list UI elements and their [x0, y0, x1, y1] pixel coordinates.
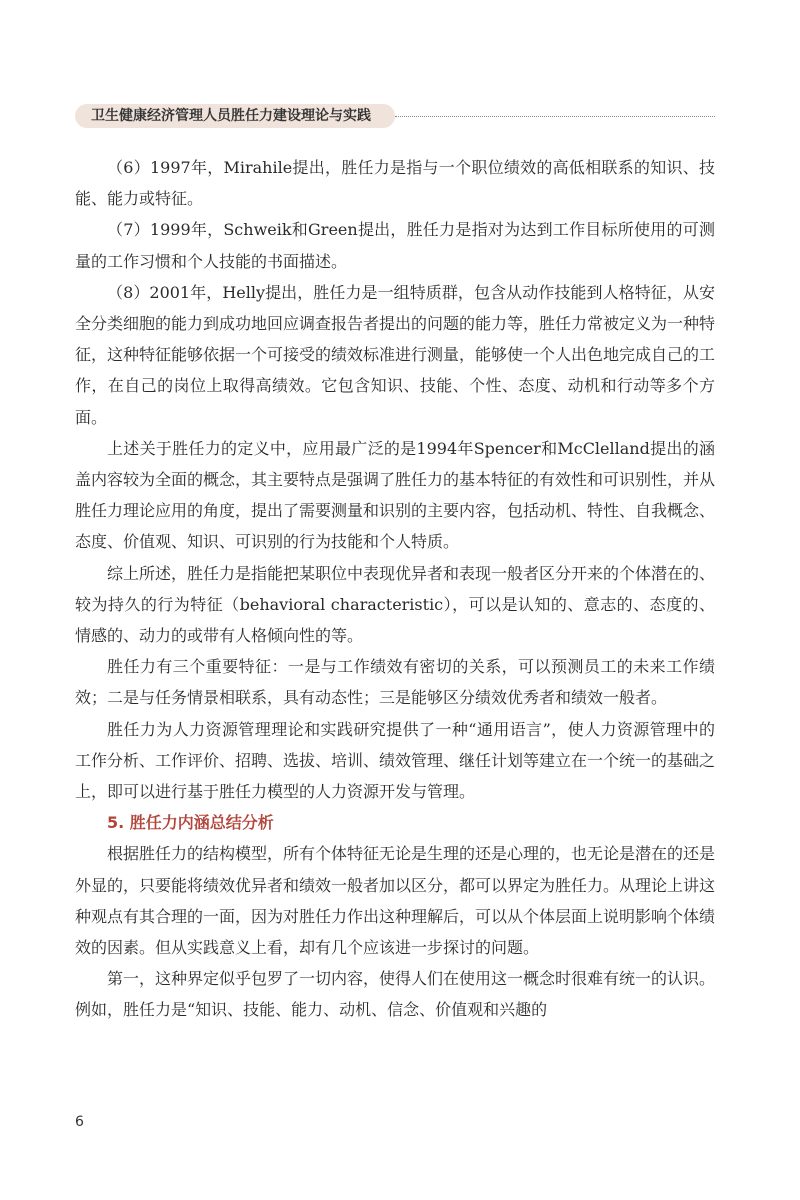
paragraph: （8）2001年，Helly提出，胜任力是一组特质群，包含从动作技能到人格特征，从安全分类细胞的能力到成功地回应调查报告者提出的问题的能力等，胜任力常被定义为一种特征，这种特征能够依据一个可接受的绩效标准进行测量，能够使一个人出色地完成自己的工作，在自己的岗位上取得高绩效。它包含知识、技能、个性、态度、动机和行动等多个方面。: [75, 282, 716, 427]
paragraph: （7）1999年，Schweik和Green提出，胜任力是指对为达到工作目标所使用的可测量的工作习惯和个人技能的书面描述。: [75, 220, 715, 271]
running-header: [75, 104, 715, 128]
page-number: 6: [75, 1114, 84, 1130]
header-dotted-rule: [395, 116, 715, 117]
paragraph: 根据胜任力的结构模型，所有个体特征无论是生理的还是心理的，也无论是潜在的还是外显的，只要能将绩效优异者和绩效一般者加以区分，都可以界定为胜任力。从理论上讲这种观点有其合理的一面，因为对胜任力作出这种理解后，可以从个体层面上说明影响个体绩效的因素。但从实践意义上看，却有几个应该进一步探讨的问题。: [75, 844, 716, 958]
paragraph: 综上所述，胜任力是指能把某职位中表现优异者和表现一般者区分开来的个体潜在的、较为持久的行为特征（behavioral characteristic），可以是认知的、意志的、态度的、情感的、动力的或带有人格倾向性的等。: [75, 563, 716, 646]
body-text: [75, 152, 715, 1026]
paragraph: 胜任力有三个重要特征：一是与工作绩效有密切的关系，可以预测员工的未来工作绩效；二是与任务情景相联系，具有动态性；三是能够区分绩效优秀者和绩效一般者。: [75, 657, 715, 708]
running-header-title: 卫生健康经济管理人员胜任力建设理论与实践: [75, 104, 395, 128]
section-heading: 5. 胜任力内涵总结分析: [107, 813, 274, 833]
paragraph: 上述关于胜任力的定义中，应用最广泛的是1994年Spencer和McClelland提出的涵盖内容较为全面的概念，其主要特点是强调了胜任力的基本特征的有效性和可识别性，并从胜任力理论应用的角度，提出了需要测量和识别的主要内容，包括动机、特性、自我概念、态度、价值观、知识、可识别的行为技能和个人特质。: [75, 438, 716, 552]
paragraph: （6）1997年，Mirahile提出，胜任力是指与一个职位绩效的高低相联系的知识、技能、能力或特征。: [75, 158, 715, 209]
paragraph: 第一，这种界定似乎包罗了一切内容，使得人们在使用这一概念时很难有统一的认识。例如，胜任力是“知识、技能、能力、动机、信念、价值观和兴趣的: [75, 969, 716, 1020]
paragraph: 胜任力为人力资源管理理论和实践研究提供了一种“通用语言”，使人力资源管理中的工作分析、工作评价、招聘、选拔、培训、绩效管理、继任计划等建立在一个统一的基础之上，即可以进行基于胜任力模型的人力资源开发与管理。: [75, 719, 716, 802]
